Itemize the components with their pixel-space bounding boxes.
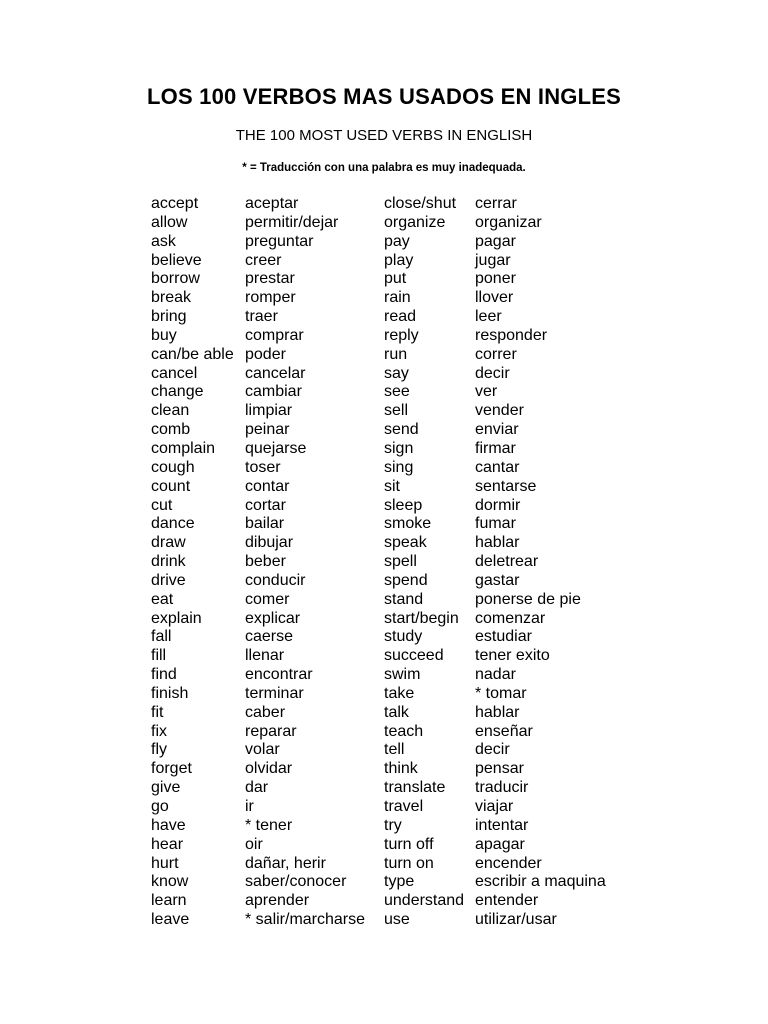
spanish-translation: contar bbox=[245, 477, 290, 495]
spanish-translation: gastar bbox=[475, 571, 520, 589]
spanish-translation: comprar bbox=[245, 326, 304, 344]
english-verb: cancel bbox=[151, 364, 198, 382]
spanish-translation: traducir bbox=[475, 779, 529, 797]
english-verb: eat bbox=[151, 590, 174, 608]
english-verb: buy bbox=[151, 326, 177, 344]
english-verb: finish bbox=[151, 684, 189, 702]
english-verb: put bbox=[384, 270, 407, 288]
spanish-translation: * salir/marcharse bbox=[245, 911, 366, 929]
spanish-translations-column-2 bbox=[475, 195, 606, 930]
spanish-translation: poder bbox=[245, 345, 286, 363]
spanish-translation: caerse bbox=[245, 628, 294, 646]
spanish-translation: jugar bbox=[475, 251, 511, 269]
english-verb: leave bbox=[151, 911, 190, 929]
english-verb: draw bbox=[151, 534, 186, 552]
english-verb: speak bbox=[384, 534, 427, 552]
spanish-translation: * tomar bbox=[475, 684, 527, 702]
page-subtitle: THE 100 MOST USED VERBS IN ENGLISH bbox=[235, 127, 533, 144]
spanish-translation: decir bbox=[475, 741, 510, 759]
english-verb: can/be able bbox=[151, 345, 234, 363]
spanish-translation: encontrar bbox=[245, 666, 313, 684]
spanish-translation: conducir bbox=[245, 571, 306, 589]
english-verb: sell bbox=[384, 402, 409, 420]
english-verb: type bbox=[384, 873, 415, 891]
spanish-translation: decir bbox=[475, 364, 510, 382]
english-verb: travel bbox=[384, 798, 424, 815]
spanish-translation: ver bbox=[475, 383, 498, 401]
spanish-translation: cerrar bbox=[475, 195, 517, 212]
spanish-translation: beber bbox=[245, 553, 286, 571]
spanish-translation: estudiar bbox=[475, 628, 532, 646]
english-verb: allow bbox=[151, 213, 188, 231]
spanish-translation: terminar bbox=[245, 684, 304, 702]
spanish-translation: deletrear bbox=[475, 553, 539, 571]
english-verb: dance bbox=[151, 515, 195, 533]
english-verb: clean bbox=[151, 402, 190, 420]
english-verb: drive bbox=[151, 571, 186, 589]
english-verb: smoke bbox=[384, 515, 432, 533]
spanish-translation: romper bbox=[245, 289, 296, 307]
spanish-translation: dar bbox=[245, 779, 269, 797]
spanish-translation: enseñar bbox=[475, 722, 533, 740]
spanish-translation: aceptar bbox=[245, 195, 299, 212]
english-verb: give bbox=[151, 779, 181, 797]
spanish-translation: caber bbox=[245, 703, 286, 721]
spanish-translation: leer bbox=[475, 308, 502, 326]
english-verbs-column-2 bbox=[384, 195, 464, 930]
spanish-translation: cantar bbox=[475, 458, 520, 476]
english-verb: drink bbox=[151, 553, 186, 571]
english-verb: tell bbox=[384, 741, 405, 759]
spanish-translation: apagar bbox=[475, 835, 525, 853]
english-verb: have bbox=[151, 816, 186, 834]
english-verb: spell bbox=[384, 553, 417, 571]
english-verb: understand bbox=[384, 892, 465, 910]
spanish-translation: toser bbox=[245, 458, 281, 476]
english-verb: stand bbox=[384, 590, 424, 608]
spanish-translation: ponerse de pie bbox=[475, 590, 581, 608]
spanish-translation: escribir a maquina bbox=[475, 873, 606, 891]
english-verb: swim bbox=[384, 666, 421, 684]
english-verb: cough bbox=[151, 458, 195, 476]
english-verb: try bbox=[384, 816, 402, 834]
english-verb: pay bbox=[384, 232, 410, 250]
spanish-translation: encender bbox=[475, 854, 542, 872]
english-verb: fill bbox=[151, 647, 167, 665]
english-verb: turn off bbox=[384, 835, 434, 853]
spanish-translation: pensar bbox=[475, 760, 524, 778]
spanish-translation: quejarse bbox=[245, 439, 307, 457]
english-verb: explain bbox=[151, 609, 202, 627]
spanish-translation: comenzar bbox=[475, 609, 546, 627]
spanish-translation: creer bbox=[245, 251, 282, 269]
english-verb: use bbox=[384, 911, 410, 929]
spanish-translations-column-1 bbox=[245, 195, 365, 930]
spanish-translation: saber/conocer bbox=[245, 873, 347, 891]
english-verb: fix bbox=[151, 722, 167, 740]
spanish-translation: poner bbox=[475, 270, 516, 288]
english-verb: think bbox=[384, 760, 418, 778]
english-verb: close/shut bbox=[384, 195, 457, 212]
spanish-translation: dibujar bbox=[245, 534, 294, 552]
english-verbs-column-1 bbox=[151, 195, 234, 930]
english-verb: go bbox=[151, 798, 169, 815]
english-verb: fit bbox=[151, 703, 164, 721]
spanish-translation: explicar bbox=[245, 609, 301, 627]
spanish-translation: organizar bbox=[475, 213, 542, 231]
spanish-translation: dormir bbox=[475, 496, 521, 514]
english-verb: complain bbox=[151, 439, 216, 457]
english-verb: turn on bbox=[384, 854, 434, 872]
english-verb: spend bbox=[384, 571, 428, 589]
spanish-translation: responder bbox=[475, 326, 548, 344]
spanish-translation: olvidar bbox=[245, 760, 293, 778]
english-verb: fly bbox=[151, 741, 167, 759]
english-verb: start/begin bbox=[384, 609, 459, 627]
spanish-translation: sentarse bbox=[475, 477, 537, 495]
spanish-translation: permitir/dejar bbox=[245, 213, 339, 231]
spanish-translation: intentar bbox=[475, 816, 529, 834]
english-verb: break bbox=[151, 289, 192, 307]
english-verb: comb bbox=[151, 421, 191, 439]
translation-note: * = Traducción con una palabra es muy inadequada. bbox=[242, 162, 526, 174]
spanish-translation: enviar bbox=[475, 421, 519, 439]
spanish-translation: hablar bbox=[475, 703, 520, 721]
spanish-translation: oir bbox=[245, 835, 263, 853]
spanish-translation: preguntar bbox=[245, 232, 314, 250]
spanish-translation: firmar bbox=[475, 439, 516, 457]
spanish-translation: llenar bbox=[245, 647, 285, 665]
english-verb: learn bbox=[151, 892, 187, 910]
spanish-translation: tener exito bbox=[475, 647, 550, 665]
spanish-translation: cambiar bbox=[245, 383, 302, 401]
spanish-translation: prestar bbox=[245, 270, 295, 288]
english-verb: send bbox=[384, 421, 419, 439]
english-verb: change bbox=[151, 383, 204, 401]
english-verb: sleep bbox=[384, 496, 423, 514]
english-verb: ask bbox=[151, 232, 176, 250]
spanish-translation: entender bbox=[475, 892, 539, 910]
spanish-translation: peinar bbox=[245, 421, 290, 439]
english-verb: say bbox=[384, 364, 409, 382]
spanish-translation: pagar bbox=[475, 232, 516, 250]
page-title: LOS 100 VERBOS MAS USADOS EN INGLES bbox=[147, 84, 621, 109]
english-verb: sing bbox=[384, 458, 414, 476]
english-verb: talk bbox=[384, 703, 409, 721]
spanish-translation: comer bbox=[245, 590, 290, 608]
spanish-translation: cortar bbox=[245, 496, 286, 514]
english-verb: reply bbox=[384, 326, 419, 344]
english-verb: borrow bbox=[151, 270, 200, 288]
spanish-translation: * tener bbox=[245, 816, 293, 834]
spanish-translation: viajar bbox=[475, 798, 514, 815]
english-verb: translate bbox=[384, 779, 446, 797]
english-verb: forget bbox=[151, 760, 192, 778]
spanish-translation: vender bbox=[475, 402, 524, 420]
spanish-translation: nadar bbox=[475, 666, 516, 684]
spanish-translation: cancelar bbox=[245, 364, 306, 382]
english-verb: believe bbox=[151, 251, 202, 269]
spanish-translation: traer bbox=[245, 308, 278, 326]
english-verb: count bbox=[151, 477, 191, 495]
english-verb: see bbox=[384, 383, 410, 401]
english-verb: run bbox=[384, 345, 408, 363]
english-verb: cut bbox=[151, 496, 173, 514]
spanish-translation: ir bbox=[245, 798, 254, 815]
spanish-translation: bailar bbox=[245, 515, 285, 533]
spanish-translation: correr bbox=[475, 345, 517, 363]
english-verb: take bbox=[384, 684, 415, 702]
spanish-translation: fumar bbox=[475, 515, 516, 533]
spanish-translation: llover bbox=[475, 289, 514, 307]
english-verb: hurt bbox=[151, 854, 179, 872]
spanish-translation: utilizar/usar bbox=[475, 911, 557, 929]
english-verb: read bbox=[384, 308, 417, 326]
english-verb: sign bbox=[384, 439, 414, 457]
spanish-translation: dañar, herir bbox=[245, 854, 326, 872]
english-verb: teach bbox=[384, 722, 424, 740]
english-verb: hear bbox=[151, 835, 184, 853]
english-verb: study bbox=[384, 628, 423, 646]
spanish-translation: limpiar bbox=[245, 402, 293, 420]
english-verb: find bbox=[151, 666, 177, 684]
english-verb: accept bbox=[151, 195, 199, 212]
english-verb: fall bbox=[151, 628, 172, 646]
english-verb: organize bbox=[384, 213, 446, 231]
english-verb: play bbox=[384, 251, 414, 269]
english-verb: bring bbox=[151, 308, 187, 326]
spanish-translation: aprender bbox=[245, 892, 310, 910]
english-verb: sit bbox=[384, 477, 400, 495]
english-verb: know bbox=[151, 873, 189, 891]
spanish-translation: volar bbox=[245, 741, 280, 759]
english-verb: rain bbox=[384, 289, 411, 307]
english-verb: succeed bbox=[384, 647, 444, 665]
spanish-translation: hablar bbox=[475, 534, 520, 552]
spanish-translation: reparar bbox=[245, 722, 297, 740]
